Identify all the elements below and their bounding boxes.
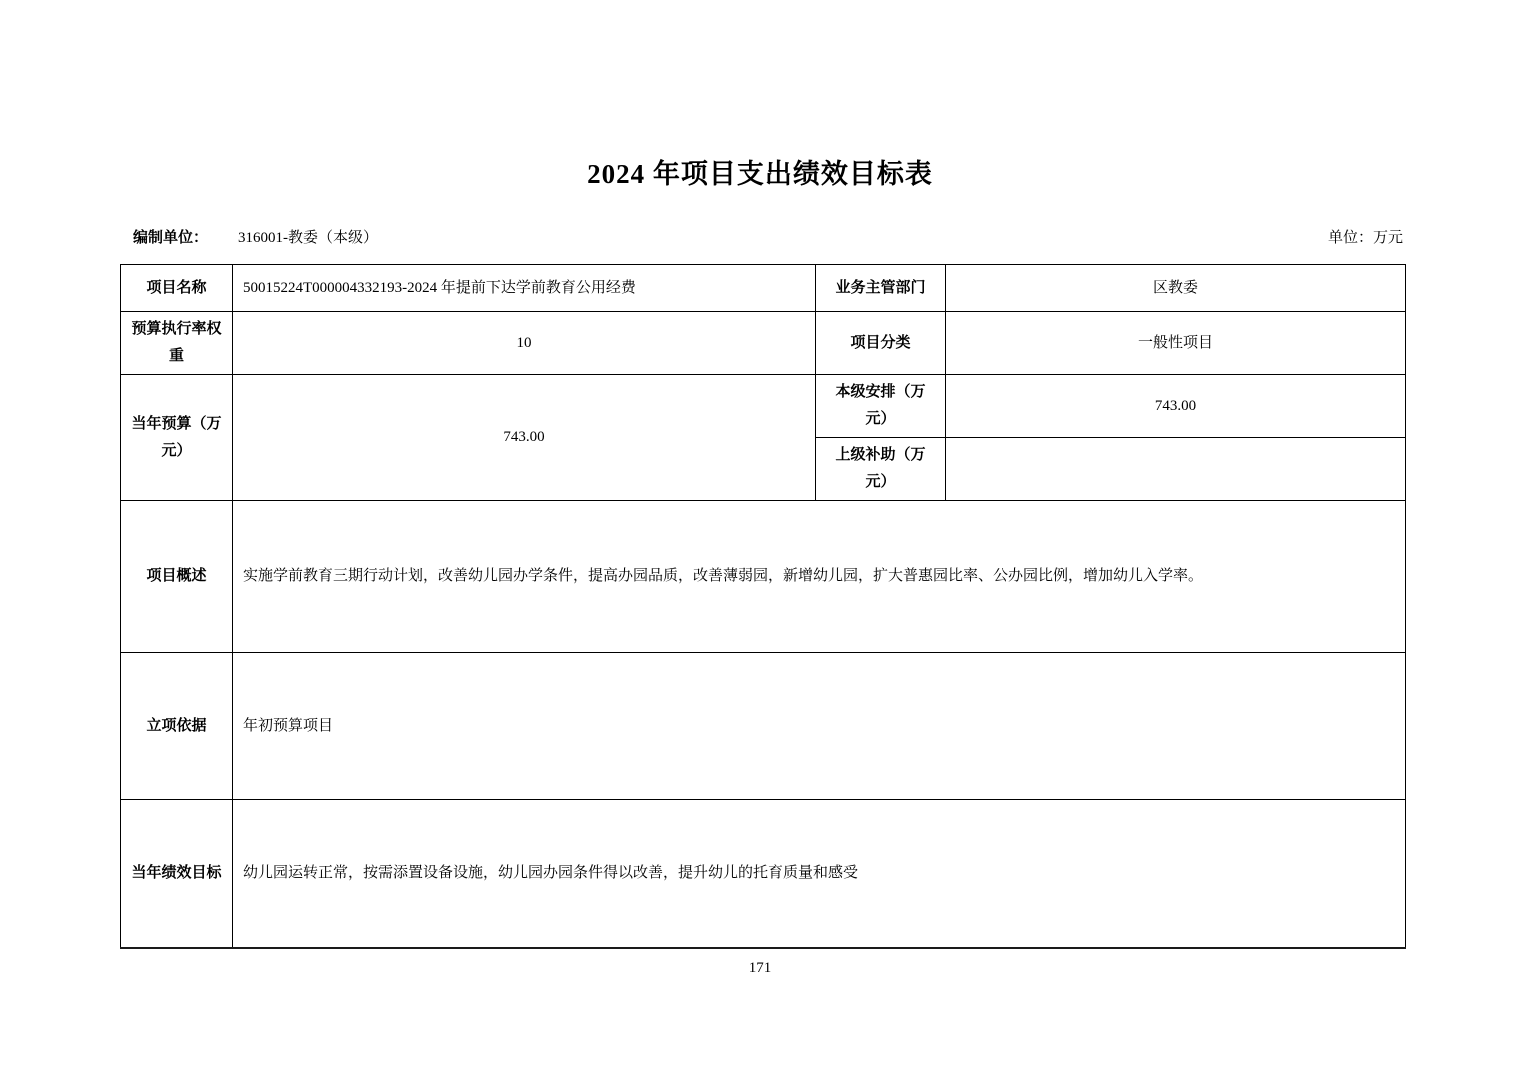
category-label: 项目分类 bbox=[816, 312, 946, 375]
budget-exec-weight-label: 预算执行率权重 bbox=[121, 312, 233, 375]
project-name-value: 50015224T000004332193-2024 年提前下达学前教育公用经费 bbox=[233, 265, 816, 312]
budget-exec-weight-value: 10 bbox=[233, 312, 816, 375]
basis-label: 立项依据 bbox=[121, 653, 233, 800]
table-row bbox=[121, 265, 1406, 312]
year-target-value: 幼儿园运转正常，按需添置设备设施，幼儿园办园条件得以改善，提升幼儿的托育质量和感受 bbox=[233, 800, 1406, 948]
table-row bbox=[121, 375, 1406, 438]
superior-subsidy-label: 上级补助（万元） bbox=[816, 438, 946, 501]
currency-unit-label: 单位：万元 bbox=[1327, 230, 1403, 246]
year-budget-value: 743.00 bbox=[233, 375, 816, 501]
basis-value: 年初预算项目 bbox=[233, 653, 1406, 800]
project-name-label: 项目名称 bbox=[121, 265, 233, 312]
table-row bbox=[121, 653, 1406, 800]
page-number: 171 bbox=[748, 960, 772, 976]
prepare-unit-value: 316001-教委（本级） bbox=[238, 230, 379, 246]
year-budget-label: 当年预算（万元） bbox=[121, 375, 233, 501]
local-arrangement-label: 本级安排（万元） bbox=[816, 375, 946, 438]
year-target-label: 当年绩效目标 bbox=[121, 800, 233, 948]
category-value: 一般性项目 bbox=[946, 312, 1406, 375]
local-arrangement-value: 743.00 bbox=[946, 375, 1406, 438]
dept-value: 区教委 bbox=[946, 265, 1406, 312]
prepare-unit bbox=[120, 226, 378, 247]
prepare-unit-label: 编制单位： bbox=[133, 230, 209, 246]
dept-label: 业务主管部门 bbox=[816, 265, 946, 312]
meta-row bbox=[120, 226, 1405, 247]
performance-target-table bbox=[120, 264, 1406, 949]
table-row bbox=[121, 501, 1406, 653]
table-row bbox=[121, 800, 1406, 948]
table-row bbox=[121, 312, 1406, 375]
overview-label: 项目概述 bbox=[121, 501, 233, 653]
overview-value: 实施学前教育三期行动计划，改善幼儿园办学条件，提高办园品质，改善薄弱园，新增幼儿园，扩大普惠园比率、公办园比例，增加幼儿入学率。 bbox=[233, 501, 1406, 653]
page-title: 2024 年项目支出绩效目标表 bbox=[587, 159, 933, 189]
superior-subsidy-value bbox=[946, 438, 1406, 501]
